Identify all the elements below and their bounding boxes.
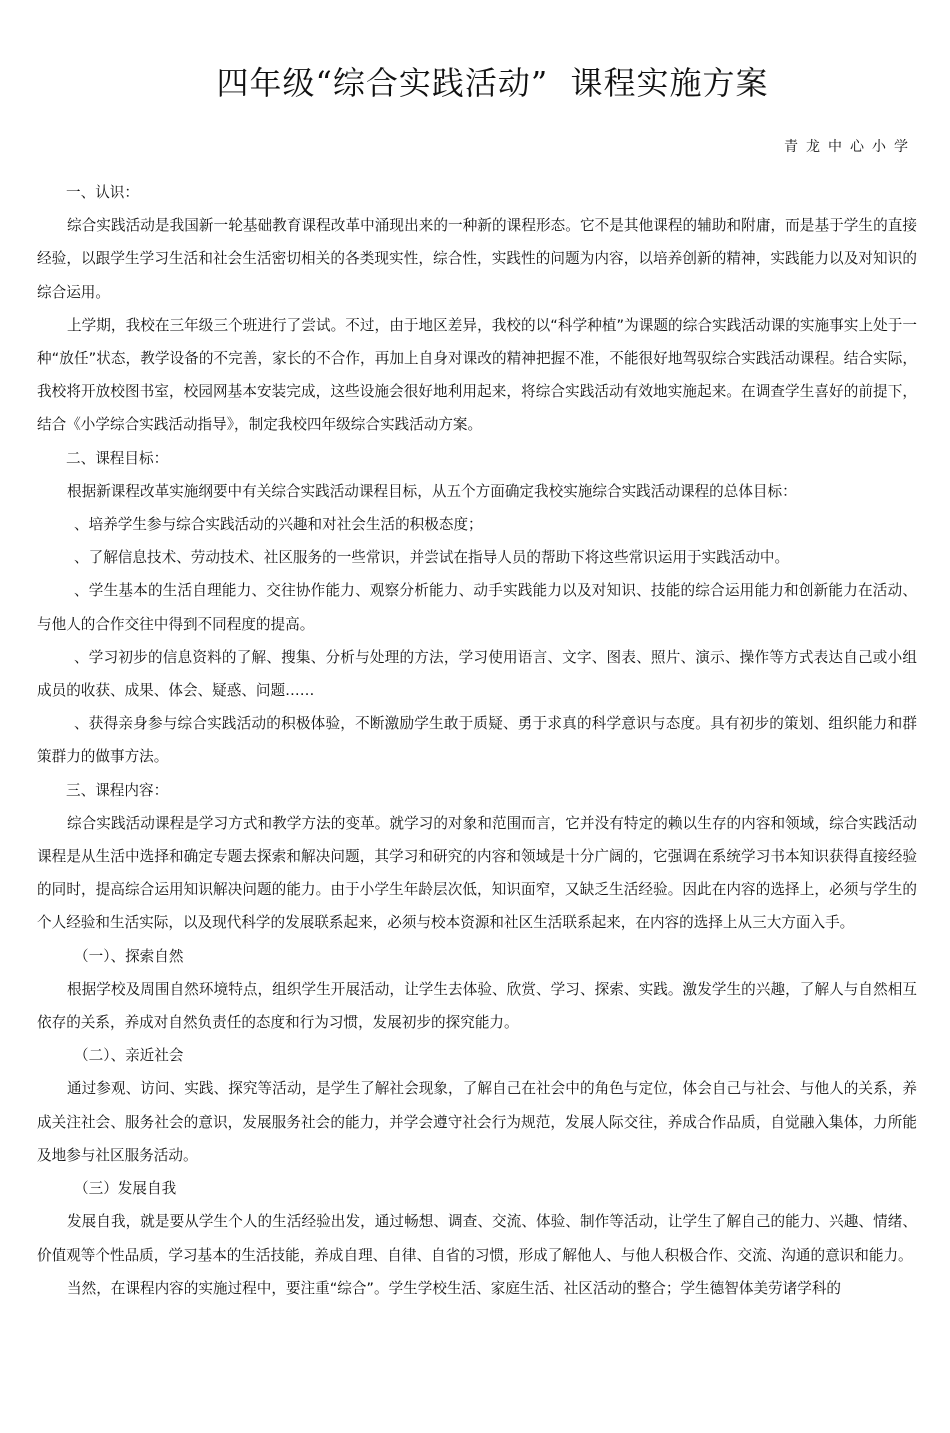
section-2-heading: 二、课程目标： — [66, 449, 169, 467]
section-3-heading: 三、课程内容： — [66, 781, 169, 799]
goal-item-5: 、获得亲身参与综合实践活动的积极体验，不断激励学生敢于质疑、勇于求真的科学意识与态度。具有初步的策划、组织能力和群策群力的做事方法。 — [37, 715, 917, 766]
subsection-3-heading: （三）发展自我 — [74, 1180, 177, 1198]
section-3-intro: 综合实践活动课程是学习方式和教学方法的变革。就学习的对象和范围而言，它并没有特定的赖以生存的内容和领域，综合实践活动课程是从生活中选择和确定专题去探索和解决问题，其学习和研究的内容和领域是十分广阔的，它强调在系统学习书本知识获得直接经验的同时，提高综合运用知识解决问题的能力。由于小学生年龄层次低，知识面窄，又缺乏生活经验。因此在内容的选择上，必须与学生的个人经验和生活实际，以及现代科学的发展联系起来，必须与校本资源和社区生活联系起来，在内容的选择上从三大方面入手。 — [37, 814, 917, 932]
closing-paragraph: 当然，在课程内容的实施过程中，要注重“综合”。学生学校生活、家庭生活、社区活动的整合；学生德智体美劳诸学科的 — [67, 1279, 842, 1297]
subsection-1-heading: （一）、探索自然 — [74, 947, 184, 965]
subsection-2-heading: （二）、亲近社会 — [74, 1047, 184, 1065]
subsection-2-text: 通过参观、访问、实践、探究等活动，是学生了解社会现象，了解自己在社会中的角色与定位，体会自己与社会、与他人的关系，养成关注社会、服务社会的意识，发展服务社会的能力，并学会遵守社会行为规范，发展人际交往，养成合作品质，自觉融入集体，力所能及地参与社区服务活动。 — [37, 1080, 917, 1164]
goal-item-2: 、了解信息技术、劳动技术、社区服务的一些常识，并尝试在指导人员的帮助下将这些常识运用于实践活动中。 — [74, 549, 790, 567]
goal-item-3: 、学生基本的生活自理能力、交往协作能力、观察分析能力、动手实践能力以及对知识、技能的综合运用能力和创新能力在活动、与他人的合作交往中得到不同程度的提高。 — [37, 582, 917, 633]
subsection-1-text: 根据学校及周围自然环境特点，组织学生开展活动，让学生去体验、欣赏、学习、探索、实践。激发学生的兴趣，了解人与自然相互依存的关系，养成对自然负责任的态度和行为习惯，发展初步的探究能力。 — [37, 980, 917, 1032]
section-1-paragraph-1: 综合实践活动是我国新一轮基础教育课程改革中涌现出来的一种新的课程形态。它不是其他课程的辅助和附庸，而是基于学生的直接经验，以跟学生学习生活和社会生活密切相关的各类现实性，综合性，实践性的问题为内容，以培养创新的精神，实践能力以及对知识的综合运用。 — [37, 217, 917, 301]
section-1-paragraph-2: 上学期，我校在三年级三个班进行了尝试。不过，由于地区差异，我校的以“科学种植”为课题的综合实践活动课的实施事实上处于一种“放任”状态，教学设备的不完善，家长的不合作，再加上自身对课改的精神把握不准，不能很好地驾驭综合实践活动课程。结合实际，我校将开放校图书室，校园网基本安装完成，这些设施会很好地利用起来，将综合实践活动有效地实施起来。在调查学生喜好的前提下，结合《小学综合实践活动指导》，制定我校四年级综合实践活动方案。 — [37, 316, 917, 434]
goal-item-4: 、学习初步的信息资料的了解、搜集、分析与处理的方法，学习使用语言、文字、图表、照片、演示、操作等方式表达自己或小组成员的收获、成果、体会、疑惑、问题…… — [37, 648, 917, 700]
subsection-3-text: 发展自我，就是要从学生个人的生活经验出发，通过畅想、调查、交流、体验、制作等活动，让学生了解自己的能力、兴趣、情绪、价值观等个性品质，学习基本的生活技能，养成自理、自律、自省的习惯，形成了解他人、与他人积极合作、交流、沟通的意识和能力。 — [37, 1213, 917, 1264]
document-body — [37, 176, 917, 1305]
document-title: 四年级“综合实践活动” 课程实施方案 — [216, 64, 769, 102]
school-name: 青龙中心小学 — [784, 139, 916, 155]
section-2-intro: 根据新课程改革实施纲要中有关综合实践活动课程目标，从五个方面确定我校实施综合实践活动课程的总体目标： — [67, 482, 797, 500]
goal-item-1: 、培养学生参与综合实践活动的兴趣和对社会生活的积极态度； — [74, 516, 483, 534]
section-1-heading: 一、认识： — [66, 184, 139, 201]
